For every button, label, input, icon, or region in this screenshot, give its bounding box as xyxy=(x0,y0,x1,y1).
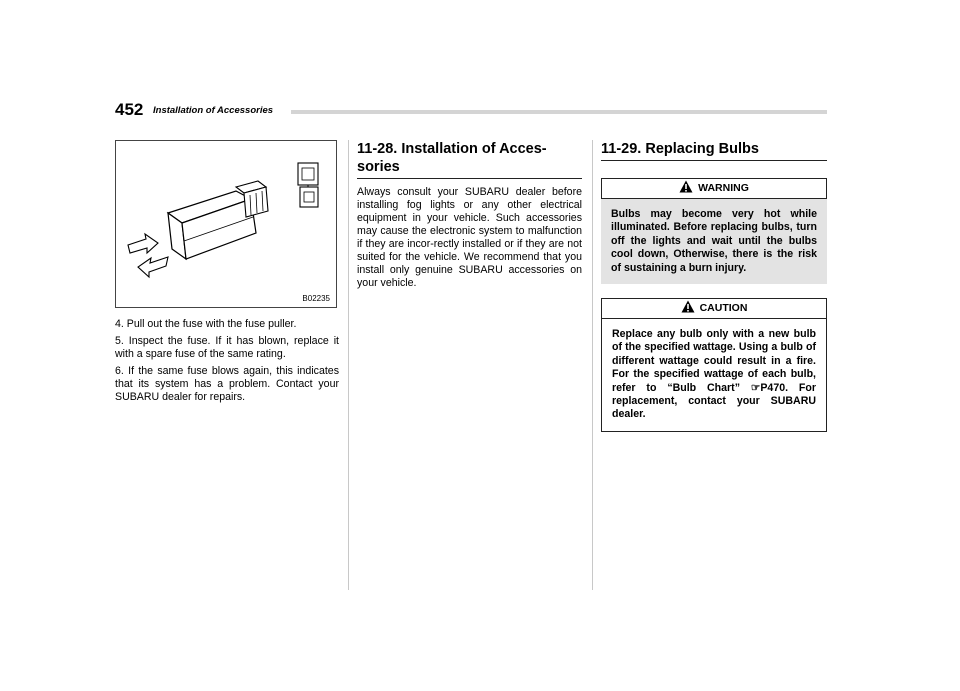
heading-rule xyxy=(601,160,827,161)
warning-header xyxy=(601,178,827,199)
section-title: Installation of Accessories xyxy=(153,105,274,116)
page-header xyxy=(115,100,827,122)
fuse-puller-figure xyxy=(115,140,337,308)
warning-text: Bulbs may become very hot while illuminated. Before replacing bulbs, turn off the lights and wait until the bulbs cool down, Otherwise, there is the risk of sustaining a burn injury. xyxy=(601,199,827,284)
accessories-heading: 11-28. Installation of Acces-sories xyxy=(357,141,547,175)
page-number: 452 xyxy=(115,100,144,119)
caution-header xyxy=(602,299,826,319)
caution-triangle-icon xyxy=(681,300,695,313)
left-column xyxy=(115,140,339,404)
right-column xyxy=(601,140,827,432)
warning-triangle-icon xyxy=(679,180,693,193)
step-6: 6. If the same fuse blows again, this indicates that its system has a problem. Contact your SUBARU dealer for repairs. xyxy=(115,365,339,403)
middle-column xyxy=(357,140,582,290)
caution-text: Replace any bulb only with a new bulb of the specified wattage. Using a bulb of different wattage could result in a fire. For the specified wattage of each bulb, refer to “Bulb Chart” ☞P470. For replacement, contact your SUBARU dealer. xyxy=(602,319,826,431)
caution-label: CAUTION xyxy=(699,302,748,315)
column-divider xyxy=(592,140,593,590)
step-4: 4. Pull out the fuse with the fuse puller. xyxy=(115,318,297,330)
caution-box xyxy=(601,298,827,432)
heading-rule xyxy=(357,178,582,179)
warning-label: WARNING xyxy=(698,182,749,194)
column-divider xyxy=(348,140,349,590)
accessories-body: Always consult your SUBARU dealer before installing fog lights or any other electrical equipment in your vehicle. Such accessories may cause the electronic system to malfunction if they are incor-rectly installed or if they are not suited for the vehicle. We recommend that you install only genuine SUBARU accessories on your vehicle. xyxy=(357,186,582,289)
step-5: 5. Inspect the fuse. If it has blown, replace it with a spare fuse of the same rating. xyxy=(115,335,339,360)
fuse-puller-illustration xyxy=(116,141,338,309)
header-rule xyxy=(291,110,827,114)
bulbs-heading: 11-29. Replacing Bulbs xyxy=(601,141,759,157)
warning-box xyxy=(601,178,827,284)
figure-code: B02235 xyxy=(302,294,330,303)
